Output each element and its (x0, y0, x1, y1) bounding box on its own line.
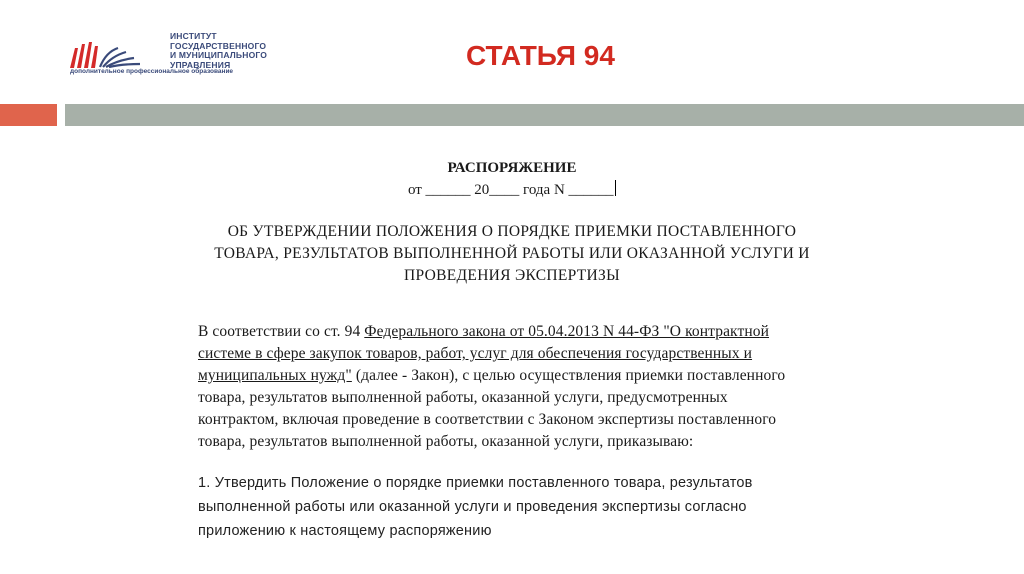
header-divider-bar (65, 104, 1024, 126)
paragraph-line-3 (198, 367, 785, 385)
order-title: РАСПОРЯЖЕНИЕ (447, 160, 577, 176)
logo-subtitle: дополнительное профессиональное образование (70, 68, 234, 75)
heading-line-2: ТОВАРА, РЕЗУЛЬТАТОВ ВЫПОЛНЕННОЙ РАБОТЫ ИЛИ ОКАЗАННОЙ УСЛУГИ И (214, 245, 810, 262)
heading-line-3: ПРОВЕДЕНИЯ ЭКСПЕРТИЗЫ (404, 267, 620, 284)
logo-line-4: УПРАВЛЕНИЯ (170, 59, 231, 70)
law-link-part-3[interactable]: муниципальных нужд" (198, 367, 352, 384)
logo-line-3: И МУНИЦИПАЛЬНОГО (170, 50, 268, 60)
header-accent-bar (0, 104, 57, 126)
logo-text (170, 32, 267, 70)
clause-1-line-2: выполненной работы или оказанной услуги и проведения экспертизы согласно (198, 499, 747, 515)
para1-prefix: В соответствии со ст. 94 (198, 323, 365, 340)
order-date: от ______ 20____ года N ______ (407, 182, 614, 198)
paragraph-line-2 (198, 345, 752, 363)
clause-1-line-1: 1. Утвердить Положение о порядке приемки поставленного товара, результатов (198, 475, 753, 491)
para1-line3-rest: (далее - Закон), с целью осуществления приемки поставленного (351, 367, 786, 384)
text-cursor (615, 180, 617, 196)
slide-title: СТАТЬЯ 94 (466, 40, 615, 71)
law-link-part-1[interactable]: Федерального закона от 05.04.2013 N 44-ФЗ "О контрактной (364, 323, 769, 340)
institute-logo (66, 30, 306, 80)
paragraph-line-5: контрактом, включая проведение в соответствии с Законом экспертизы поставленного (198, 411, 777, 428)
heading-line-1: ОБ УТВЕРЖДЕНИИ ПОЛОЖЕНИЯ О ПОРЯДКЕ ПРИЕМКИ ПОСТАВЛЕННОГО (227, 223, 797, 240)
paragraph-line-4: товара, результатов выполненной работы, оказанной услуги, предусмотренных (198, 389, 728, 406)
logo-line-2: ГОСУДАРСТВЕННОГО (170, 40, 267, 51)
law-link-part-2[interactable]: системе в сфере закупок товаров, работ, услуг для обеспечения государственных и (198, 345, 753, 362)
logo-line-1: ИНСТИТУТ (170, 31, 217, 41)
paragraph-line-6: товара, результатов выполненной работы, оказанной услуги, приказываю: (198, 433, 694, 450)
clause-1-line-3: приложению к настоящему распоряжению (198, 523, 492, 539)
order-date-line (0, 180, 1024, 199)
paragraph-line-1 (198, 323, 769, 341)
document-image (0, 150, 1024, 539)
